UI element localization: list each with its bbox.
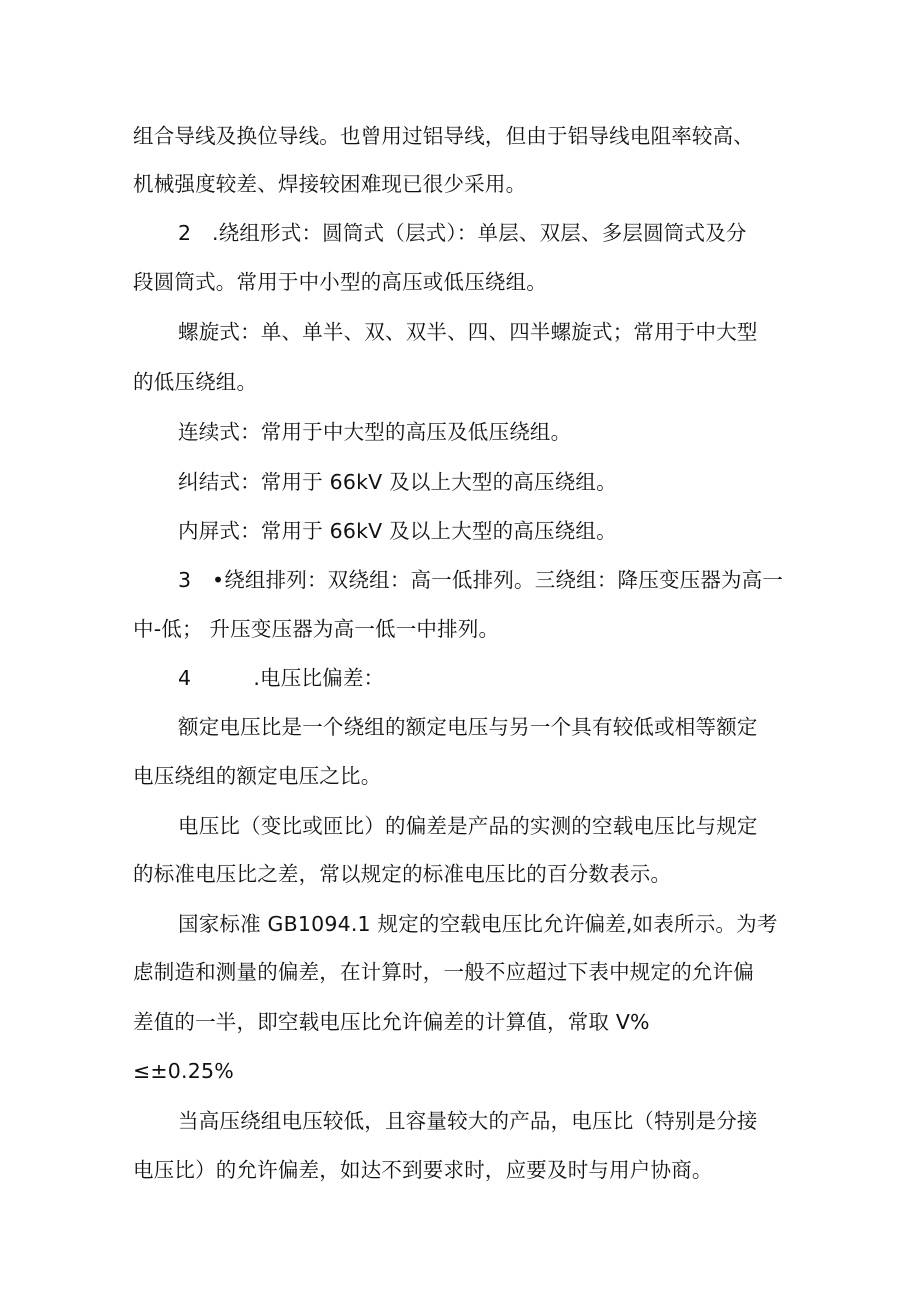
text-line: 段圆筒式。常用于中小型的高压或低压绕组。 (133, 270, 547, 294)
text-line: 3 •绕组排列：双绕组：高一低排列。三绕组：降压变压器为高一 (178, 568, 784, 592)
text-line: 连续式：常用于中大型的高压及低压绕组。 (178, 420, 572, 444)
text-line: 组合导线及换位导线。也曾用过铝导线，但由于铝导线电阻率较高、 (133, 124, 754, 148)
text-line: 纠结式：常用于 66kV 及以上大型的高压绕组。 (178, 470, 617, 494)
text-line: 国家标准 GB1094.1 规定的空载电压比允许偏差,如表所示。为考 (178, 912, 778, 936)
text-line: 机械强度较差、焊接较困难现已很少采用。 (133, 172, 527, 196)
text-line: 的标准电压比之差，常以规定的标准电压比的百分数表示。 (133, 862, 672, 886)
text-line: 虑制造和测量的偏差，在计算时，一般不应超过下表中规定的允许偏 (133, 960, 754, 984)
text-line: 电压绕组的额定电压之比。 (133, 764, 382, 788)
text-line: 中-低； 升压变压器为高一低一中排列。 (133, 617, 500, 641)
text-line: ≤±0.25% (133, 1059, 234, 1083)
text-line: 内屏式：常用于 66kV 及以上大型的高压绕组。 (178, 519, 617, 543)
text-line: 电压比）的允许偏差，如达不到要求时，应要及时与用户协商。 (133, 1158, 713, 1182)
text-line: 的低压绕组。 (133, 370, 258, 394)
text-line: 电压比（变比或匝比）的偏差是产品的实测的空载电压比与规定 (178, 814, 758, 838)
section-heading: 4 .电压比偏差： (178, 666, 385, 690)
text-line: 差值的一半，即空载电压比允许偏差的计算值，常取 V% (133, 1010, 650, 1034)
text-line: 额定电压比是一个绕组的额定电压与另一个具有较低或相等额定 (178, 715, 758, 739)
text-line: 螺旋式：单、单半、双、双半、四、四半螺旋式；常用于中大型 (178, 320, 758, 344)
text-line: 2 .绕组形式：圆筒式（层式）：单层、双层、多层圆筒式及分 (178, 221, 747, 245)
text-line: 当高压绕组电压较低，且容量较大的产品，电压比（特别是分接 (178, 1109, 758, 1133)
